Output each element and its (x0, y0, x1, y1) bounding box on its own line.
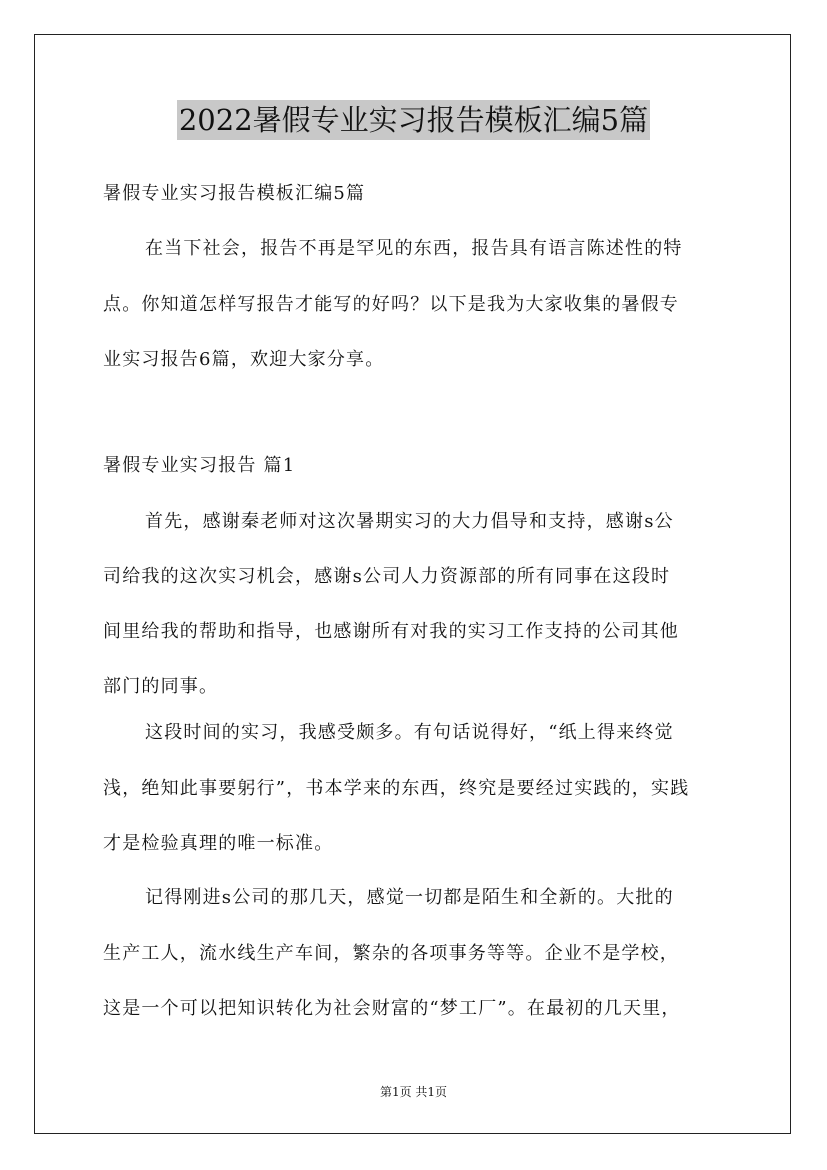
document-subtitle: 暑假专业实习报告模板汇编5篇 (103, 183, 366, 204)
intro-line: 业实习报告6篇，欢迎大家分享。 (103, 349, 385, 370)
document-title: 2022暑假专业实习报告模板汇编5篇 (177, 100, 650, 140)
intro-line: 点。你知道怎样写报告才能写的好吗？以下是我为大家收集的暑假专 (103, 294, 679, 315)
paragraph-line: 司给我的这次实习机会，感谢s公司人力资源部的所有同事在这段时 (103, 566, 671, 587)
paragraph-line: 生产工人，流水线生产车间，繁杂的各项事务等等。企业不是学校， (103, 943, 679, 964)
section-heading: 暑假专业实习报告 篇1 (103, 455, 296, 476)
title-container (0, 100, 827, 140)
paragraph-line: 首先，感谢秦老师对这次暑期实习的大力倡导和支持，感谢s公 (145, 511, 674, 532)
page-footer (0, 1084, 827, 1100)
paragraph-line: 浅，绝知此事要躬行”，书本学来的东西，终究是要经过实践的，实践 (103, 778, 690, 799)
paragraph-line: 才是检验真理的唯一标准。 (103, 833, 334, 854)
page-number: 第1页 (379, 1085, 412, 1099)
intro-line: 在当下社会，报告不再是罕见的东西，报告具有语言陈述性的特 (145, 238, 683, 259)
page-total: 共1页 (415, 1085, 448, 1099)
paragraph-line: 这是一个可以把知识转化为社会财富的“梦工厂”。在最初的几天里， (103, 998, 681, 1019)
paragraph-line: 这段时间的实习，我感受颇多。有句话说得好，“纸上得来终觉 (145, 722, 674, 743)
paragraph-line: 记得刚进s公司的那几天，感觉一切都是陌生和全新的。大批的 (145, 887, 674, 908)
paragraph-line: 间里给我的帮助和指导，也感谢所有对我的实习工作支持的公司其他 (103, 621, 679, 642)
paragraph-line: 部门的同事。 (103, 676, 219, 697)
